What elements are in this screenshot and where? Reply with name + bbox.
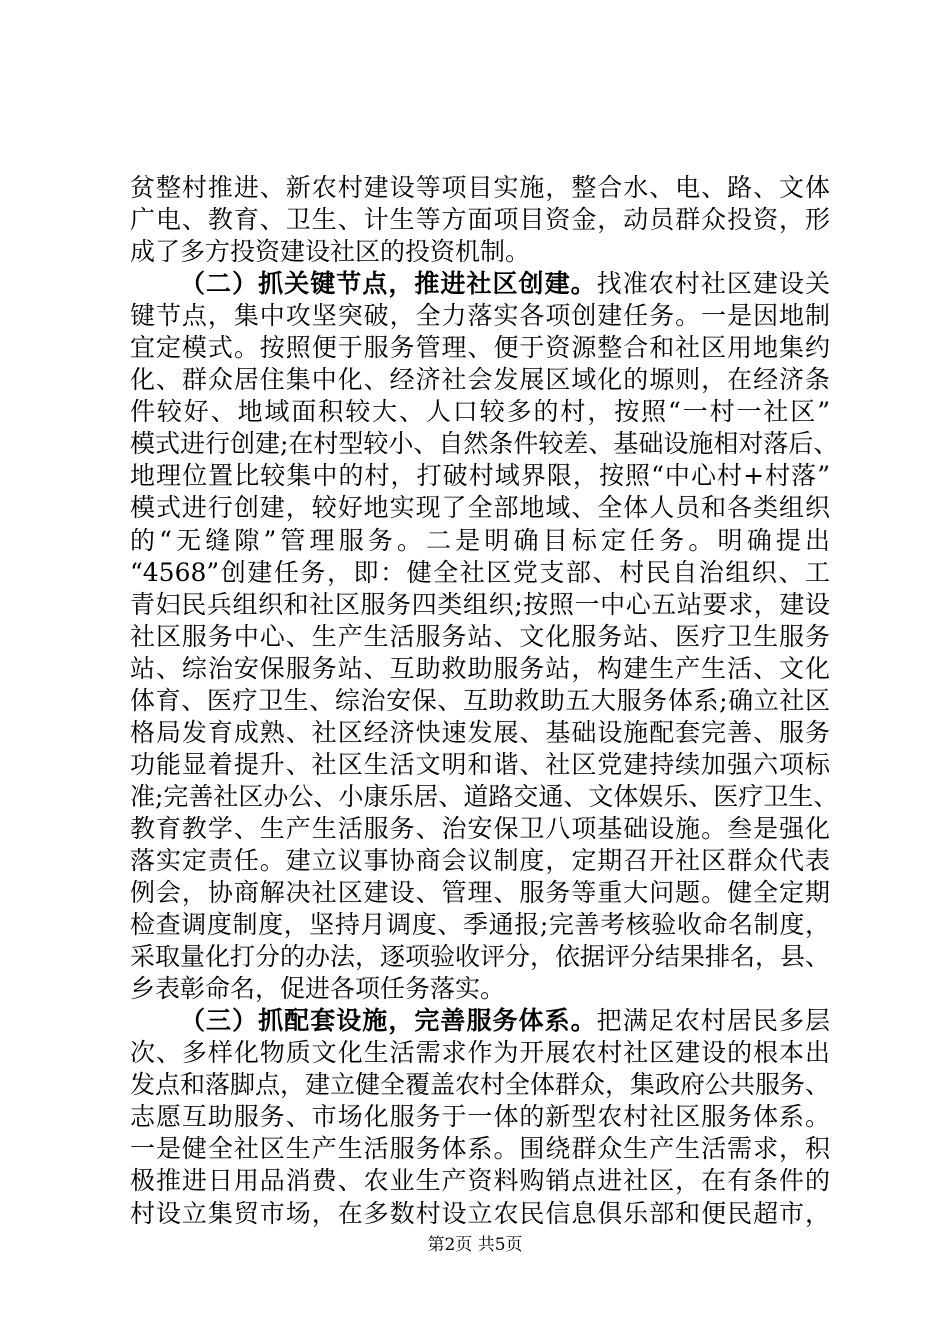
text-line [130, 525, 830, 557]
line-text: 极推进日用品消费、农业生产资料购销点进社区，在有条件的 [130, 1166, 830, 1196]
section-heading: （二）抓关键节点，推进社区创建。 [180, 269, 597, 299]
body-text [130, 172, 839, 1230]
text-line [130, 749, 830, 781]
line-text: 贫整村推进、新农村建设等项目实施，整合水、电、路、文体 [130, 173, 830, 202]
text-line [130, 973, 830, 1005]
text-line [130, 653, 830, 685]
line-text: 站、综治安保服务站、互助救助服务站，构建生产生活、文化 [130, 653, 830, 683]
line-text: 次、多样化物质文化生活需求作为开展农村社区建设的根本出 [130, 1038, 830, 1068]
text-line [130, 813, 830, 845]
text-line [130, 877, 830, 909]
line-text: 宜定模式。按照便于服务管理、便于资源整合和社区用地集约 [130, 333, 830, 363]
line-text: 教育教学、生产生活服务、治安保卫八项基础设施。叁是强化 [130, 813, 830, 843]
text-line [130, 492, 830, 524]
text-line [130, 557, 830, 589]
line-text: 落实定责任。建立议事协商会议制度，定期召开社区群众代表 [130, 845, 830, 875]
line-text: 体育、医疗卫生、综治安保、互助救助五大服务体系;确立社区 [130, 685, 830, 715]
line-text: 青妇民兵组织和社区服务四类组织;按照一中心五站要求，建设 [130, 589, 830, 619]
text-line [130, 1101, 830, 1133]
line-text: 广电、教育、卫生、计生等方面项目资金，动员群众投资，形 [130, 205, 830, 235]
text-line [130, 204, 830, 236]
text-line [130, 589, 830, 621]
section-heading: （三）抓配套设施，完善服务体系。 [180, 1006, 597, 1036]
text-line [130, 781, 839, 813]
text-line [130, 845, 830, 877]
line-text: 模式进行创建，较好地实现了全部地域、全体人员和各类组织 [130, 493, 830, 523]
line-text: 检查调度制度，坚持月调度、季通报;完善考核验收命名制度， [130, 910, 830, 940]
line-text: 键节点，集中攻坚突破，全力落实各项创建任务。一是因地制 [130, 301, 830, 331]
text-line [130, 941, 830, 973]
line-text: 化、群众居住集中化、经济社会发展区域化的塬则，在经济条 [130, 365, 830, 395]
line-text: 成了多方投资建设社区的投资机制。 [130, 237, 531, 267]
text-line [130, 1037, 830, 1069]
text-line [130, 1133, 830, 1165]
line-text: 地理位置比较集中的村，打破村域界限，按照“中心村+村落” [130, 461, 830, 491]
text-line [130, 460, 830, 492]
line-text: 格局发育成熟、社区经济快速发展、基础设施配套完善、服务 [130, 717, 830, 747]
text-line [130, 364, 830, 396]
text-line [130, 300, 830, 332]
line-text: 志愿互助服务、市场化服务于一体的新型农村社区服务体系。 [130, 1102, 830, 1132]
page-footer: 第2页 共5页 [427, 1235, 523, 1255]
text-line [130, 396, 830, 428]
text-line [130, 268, 830, 300]
line-text: 的“无缝隙”管理服务。二是明确目标定任务。明确提出 [130, 525, 830, 555]
line-text: 例会，协商解决社区建设、管理、服务等重大问题。健全定期 [130, 878, 830, 908]
text-line [130, 1005, 830, 1037]
line-text: 功能显着提升、社区生活文明和谐、社区党建持续加强六项标 [130, 749, 830, 779]
text-line [130, 428, 839, 460]
text-line [130, 621, 830, 653]
line-text: 找准农村社区建设关 [596, 269, 830, 299]
text-line [130, 1069, 830, 1101]
text-line [130, 1198, 830, 1230]
line-text: 把满足农村居民多层 [596, 1006, 830, 1036]
line-text: 乡表彰命名，促进各项任务落实。 [130, 974, 506, 1004]
line-text: 件较好、地域面积较大、人口较多的村，按照“一村一社区” [130, 397, 830, 427]
line-text: 一是健全社区生产生活服务体系。围绕群众生产生活需求，积 [130, 1134, 830, 1164]
text-line [130, 332, 830, 364]
line-text: 村设立集贸市场，在多数村设立农民信息俱乐部和便民超市， [130, 1198, 830, 1228]
text-line [130, 236, 830, 268]
line-text: 模式进行创建;在村型较小、自然条件较差、基础设施相对落后、 [130, 429, 839, 459]
line-text: “4568”创建任务，即：健全社区党支部、村民自治组织、工 [130, 557, 830, 587]
line-text: 发点和落脚点，建立健全覆盖农村全体群众，集政府公共服务、 [130, 1070, 831, 1100]
text-line [130, 1165, 830, 1197]
text-line [130, 172, 830, 204]
line-text: 采取量化打分的办法，逐项验收评分，依据评分结果排名，县、 [130, 942, 831, 972]
text-line [130, 685, 830, 717]
text-line [130, 909, 830, 941]
text-line [130, 717, 830, 749]
line-text: 社区服务中心、生产生活服务站、文化服务站、医疗卫生服务 [130, 621, 830, 651]
line-text: 准;完善社区办公、小康乐居、道路交通、文体娱乐、医疗卫生、 [130, 781, 839, 811]
